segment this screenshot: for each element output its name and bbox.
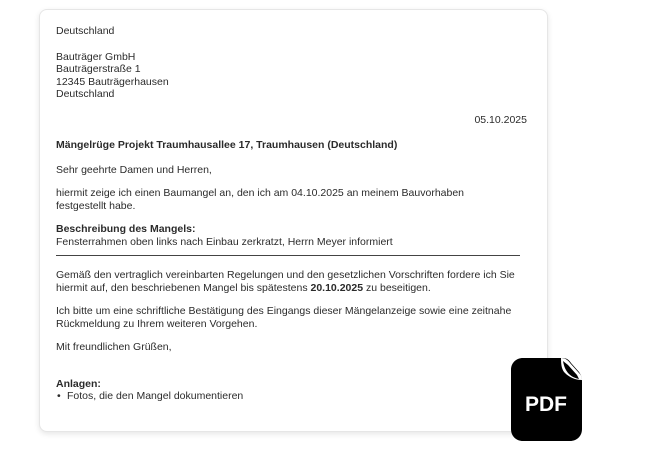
demand-line: Gemäß den vertraglich vereinbarten Regelungen und den gesetzlichen Vorschriften fordere ich Sie (56, 269, 515, 281)
confirmation-paragraph (56, 305, 527, 330)
defect-description: Fensterrahmen oben links nach Einbau zerkratzt, Herrn Meyer informiert (56, 235, 393, 248)
confirmation-line: Ich bitte um eine schriftliche Bestätigung des Eingangs dieser Mängelanzeige sowie eine zeitnahe (56, 305, 512, 317)
attachments-list (56, 390, 527, 403)
confirmation-line: Rückmeldung zu Ihrem weiteren Vorgehen. (56, 317, 258, 330)
letter-document (39, 9, 548, 432)
sender-country: Deutschland (56, 25, 115, 37)
recipient-address (56, 51, 527, 101)
intro-paragraph (56, 187, 527, 212)
letter-subject: Mängelrüge Projekt Traumhausallee 17, Traumhausen (Deutschland) (56, 139, 398, 151)
recipient-country: Deutschland (56, 88, 115, 100)
intro-line: festgestellt habe. (56, 199, 136, 212)
attachments-heading: Anlagen: (56, 377, 101, 390)
defect-section (56, 223, 527, 248)
deadline-date: 20.10.2025 (310, 281, 364, 294)
recipient-city: 12345 Bauträgerhausen (56, 75, 169, 88)
section-divider (56, 255, 520, 256)
defect-heading: Beschreibung des Mangels: (56, 223, 196, 235)
recipient-name: Bauträger GmbH (56, 50, 136, 63)
demand-paragraph (56, 269, 527, 294)
salutation: Sehr geehrte Damen und Herren, (56, 163, 212, 176)
recipient-street: Bauträgerstraße 1 (56, 63, 141, 75)
pdf-file-icon[interactable] (511, 358, 582, 441)
pdf-label: PDF (525, 393, 567, 416)
demand-text-pre: hiermit auf, den beschriebenen Mangel bis spätestens (56, 281, 311, 294)
attachment-item: • Fotos, die den Mangel dokumentieren (56, 390, 527, 403)
closing: Mit freundlichen Grüßen, (56, 341, 172, 353)
intro-line: hiermit zeige ich einen Baumangel an, den ich am 04.10.2025 an meinem Bauvorhaben (56, 187, 465, 199)
letter-date: 05.10.2025 (474, 113, 527, 126)
demand-text-post: zu beseitigen. (363, 281, 431, 294)
demand-line (56, 282, 527, 295)
